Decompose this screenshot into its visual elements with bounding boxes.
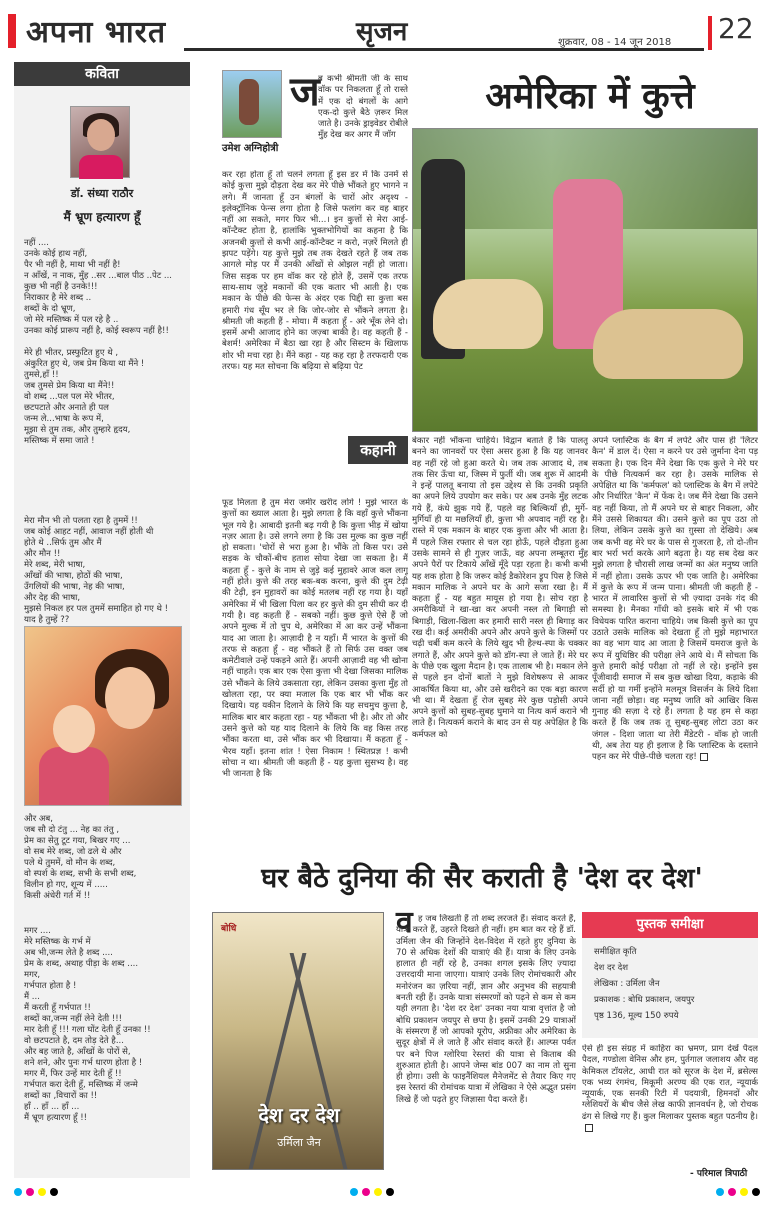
registration-mark — [740, 1188, 748, 1196]
poem-stanza-3: और अब, जब सौ दो टंतु ... नेह का तंतु , प्रेम का सेतु टूट गया, बिखर गए ... वो सब मेरे शब्द, जो ढले थे और पले थे तुममें, वो मौन के शब्द, वो स्पर्श के शब्द, सभी के सभी शब्द, विलीन हो गए, शून्य में ..... किसी अंधेरी गर्त में !! — [24, 814, 137, 901]
paper-name: अपना भारत — [26, 15, 167, 50]
page-number: 22 — [718, 12, 754, 45]
registration-mark — [374, 1188, 382, 1196]
masthead — [8, 8, 760, 56]
masthead-rule — [184, 48, 704, 51]
review-line: समीक्षित कृति — [594, 947, 637, 957]
poetry-column — [14, 62, 190, 1178]
travel-column-1: ह जब लिखती हैं तो शब्द लरजते हैं। संवाद करते हैं, यात्रा करते हैं, उहरते दिखते ही नहीं। हम बात कर रहे हैं डॉ. उर्मिला जैन की जिन्होंने देश-विदेश में रहते हुए दुनिया के 70 से अधिक देशों की यात्राएं की हैं। यात्रा के लिए उनके हालात ही नहीं रहे है, उनका शगल इसके लिए ज़्यादा उत्तरदायी माना जाएगा। यात्राएं उनके लिए रोमांचकारी और मनोरंजन का ज़रिया नहीं, ज्ञान और अनुभव की सहयात्री बनती रही हैं। उनके यात्रा संस्मरणों को पढ़ने से कम से कम यही लगता है। 'देश दर देश' उनका नया यात्रा वृत्तांत है जो बोधि प्रकाशन जयपुर से छपा है। इसमें उनकी 29 यात्राओं के संस्मरण हैं जो आपको यूरोप, अफ्रीका और अमेरिका के सुदूर क्षेत्रों में ले जाते हैं और संवाद करते हैं। आल्प्स पर्वत पर बने पिज ग्लोरिया रेस्तरां की यात्रा से किताब की शुरुआत होती है। आपने जेम्स बांड 007 का नाम तो सुना ही होगा। उसी के फाइनैंशियल मैनेजमेंट से तैयार किए गए इस रेस्तरां की रोमांचक यात्रा में लेखिका ने ऐसे अद्भुत प्रसंग लिखे हैं जो पढ़ते हुए जिज्ञासा पैदा करते हैं। — [396, 914, 576, 1105]
poem-title: मैं भ्रूण हत्यारण हूँ — [63, 210, 141, 224]
dogs-intro-text: ब कभी श्रीमती जी के साथ वॉक पर निकलता हूँ तो रास्ते में एक दो बंगलों के आगे एक-दो कुत्ते बैठे ज़रूर मिल जाते है। उनके ड्राइवेडर रोबीले मुँह देख कर अगर मैं जॉग — [318, 74, 408, 141]
travel-column-2 — [582, 1044, 758, 1174]
dogs-byline: उमेश अग्निहोत्री — [222, 143, 279, 154]
travel-dropcap: व — [396, 905, 413, 940]
dogs-dropcap: ज — [290, 69, 320, 115]
dogs-column-1b: फूड मिलता है तुम मेरा जमीर खरीद लोगे ! मुझे भारत के कुत्तों का ख्याल आता है। मुझे लगता है कि वहाँ कुत्ते भौंकना भूल गये है। आबादी इतनी बढ़ गयी है कि कुत्ता भीड़ में खोया नज़र आता है। उसे लगने लगा है कि उस मुल्क का कुछ नहीं हो सकता। 'चोरों से भरा हुआ है। भौंके तो किस पर। उसे सड़क के चौकों-बीच हताश सोया देखा जा सकता है। मैं कहता हूँ - कुत्ते के नाम से जुड़े कई मुहावरे आज कल लागू नहीं होते। कुत्ते की तरह बक-बक करना, कुत्ते की दुम टेढ़ी की टेढ़ी, इन मुहावरों का कोई मतलब नहीं रह गया है। यहाँ अमेरिका में भी खिला पिला कर हर कुत्ते की दुम सीधी कर दी गयी है। वह कहती हैं - सबको नहीं। कुछ कुत्ते ऐसे हैं जो अपने मुल्क में तो चुप थे, अमेरिका में आ कर उन्हें भौंकना याद आ जाता है। आज़ादी है न यहाँ। मैं भारत के कुत्तों की तरफ से कहता हूँ - वह भौंकते हैं तो सिर्फ उस वक्त जब कमेटीवाले उन्हें पकड़ने आते हैं। अपनी आज़ादी वह भी खोना नहीं चाहते। एक बार एक ऐसा कुत्ता भी देखा जिसका मालिक उसे भौंकने के लिये उकसाता रहा, लेकिन उसका कुत्ता मुँह तो खोलता रहा, पर क्या मजाल कि एक बार भी भौंक कर दिखाये। यह यकीन दिलाने के लिये कि यह सचमुच कुत्ता है, मालिक बार बार कहता रहा - यह भौंकता भी है। और तो और उसने कुत्ते को यह याद दिलाने के लिये कि वह किस तरह भौंका करता था, उसे भौंक कर भी दिखाया। मैं कहता हूँ - भैरव यहाँ। इतना शांत ! ऐसा निकाम ! स्थितप्रज्ञ ! कभी सोचा न था। श्रीमती जी कहती हैं - यह कुत्ता सुसभ्य है। वह भी जानता है कि — [222, 498, 408, 780]
review-line: देश दर देश — [594, 963, 628, 973]
review-info-box — [582, 938, 758, 1038]
section-title: सृजन — [356, 17, 408, 47]
end-mark-icon — [700, 753, 708, 761]
dogs-column-1: कर रहा होता हूँ तो चलने लगता हूँ इस डर में कि उनमें से कोई कुत्ता मुझे दौड़ता देख कर मेरे पीछे भौंकते हुए भागने न लगे। मैं जानता हूँ उन बंगलों के चारों ओर अदृश्य - इलेक्ट्रॉनिक फेन्स लगा होता है जिसे फलांग कर वह बाहर नहीं आ सकते, मगर फिर भी...। इन कुत्तों से मेरा आई-कॉन्टैक्ट होता है, हालांकि भुक्तभोगियों का कहना है कि अजनबी कुत्तों से कभी आई-कॉन्टैक्ट न करो, नज़रें मिलते ही झपट पड़ेंगे। यह कुत्ते मुझे तब तक देखते रहते हैं जब तक आगले मोड़ पर मैं उनकी आँखों से ओझल नहीं हो जाता। जिस सड़क पर हम वॉक कर रहे होते हैं, उसमें एक तरफ साथ-साथ जुड़े मकानों की एक कतार भी आती है। एक मकान के पीछे की फेन्स के अंदर एक पिद्दी सा कुत्ता बस हमारी गंध सूँघ भर ले कि जोर-जोर से भौंकने लगता है। श्रीमती जी कहती हैं - मोया। मैं कहता हूँ - अरे भूँक लेने दो। इसमें अभी आजाद होने का जज़्बा बाकी है। वह कहती हैं - बेशर्म! अमेरिका में बैठा खा रहा है और सिस्टम के खिलाफ शोर भी मचा रहा है। मैंने कहा - यह कह रहा है तरफदारी एक तरफ। यह मत सोचना कि बढ़िया से बढ़िया पेट — [222, 170, 408, 373]
dogs-author-photo — [222, 70, 282, 138]
registration-mark — [386, 1188, 394, 1196]
travel-headline: घर बैठे दुनिया की सैर कराती है 'देश दर देश' — [261, 863, 703, 894]
review-section-label: पुस्तक समीक्षा — [582, 912, 758, 938]
registration-mark — [716, 1188, 724, 1196]
registration-mark — [50, 1188, 58, 1196]
issue-date: शुक्रवार, 08 - 14 जून 2018 — [558, 37, 672, 48]
dogs-headline: अमेरिका में कुत्ते — [485, 75, 695, 117]
masthead-accent-bar — [8, 14, 16, 48]
dogs-column-3 — [592, 436, 758, 842]
poem-stanza-2: मेरा मौन भी तो पलता रहा है तुममें !! जब कोई आहट नहीं, आवाज नहीं होती थी होते थे ..सिर्फ तुम और मैं और मौन !! मेरे शब्द, मेरी भाषा, आँखों की भाषा, होठों की भाषा, उँगलियों की भाषा, नेह की भाषा, और देह की भाषा, मुझसे निकल हर पल तुममें समाहित हो गए थे ! याद है तुम्हें ?? — [24, 516, 169, 625]
travel-byline: - परिमाल त्रिपाठी — [690, 1169, 748, 1179]
dogs-column-3-text: अपने प्लास्टिक के बैग में लपेटे और पास ही 'लिटर कैन' में डाल दें। ऐसा न करने पर उसे जुर्माना देना पड़ सकता है। एक दिन मैंने देखा कि एक कुत्ते ने मेरे घर के पीछे नित्यकर्म कर रहा है। उसके मालिक से अपेक्षित था कि 'कर्मफल' को प्लास्टिक के बैग में लपेटे और निर्धारित 'कैन' में फेंक दे। जब मैंने देखा कि उसने वह नहीं किया, तो मैं अपने घर से बाहर निकला, और मैंने उससे शिकायत की। उसने कुत्ते का पूप उठा तो लिया, लेकिन उसके कुत्ते का ग़ुस्सा तो देखिये। अब जब कभी वह मेरे घर के पास से गुजरता है, तो दो-तीन बार भर्रा भर्रा करके आगे बढ़ता है। यह सब देख कर मुझे लगता है चौरासी लाख जन्मों का अंत मनुष्य जाति में नहीं होता। उसके ऊपर भी एक जाति है। अमेरिका में कुत्ते के रूप में जन्म पाना। श्रीमती जी कहती हैं - भारत में लावारिस कुत्तों से भी ज़्यादा उनके गंद की समस्या है। मैनका गाँधी को इसके बारे में भी एक विधेयक पारित कराना चाहिये। जब किसी कुत्ते का पूप उठाते उसके मालिक को देखता हूँ तो मुझे महाभारत का वह भाग याद आ जाता है जिसमें यमराज कुत्ते के रूप में युधिष्ठिर की परीक्षा लेने आये थे। मैं सोचता कि कुत्ते हमारी कोई परीक्षा तो नहीं ले रहे। इन्होंने इस पूँजीवादी समाज में सब कुछ खोखा दिया, कड़ाके की सर्दी हो या गर्मी इन्होंने मलमूत्र विसर्जन के लिये दिशा जाना नहीं छोड़ा। वह मनुष्य जाति को आखिर किस गुनाह की सज़ा दे रहे हैं। लगता है यह हम से कहा करते हैं कि जब तक तू सुबह-सुबह लोटा उठा कर जंगल - दिशा जाता था तेरी मैंडेटरी - वॉक हो जाती थी, अब तेरा यह ही इलाज है कि प्लास्टिक के दस्ताने पहन कर मेरे पीछे-पीछे चलता रह! — [592, 436, 758, 763]
book-publisher-logo: बोधि — [221, 924, 237, 934]
end-mark-icon — [585, 1124, 593, 1132]
book-cover-title: देश दर देश — [258, 1103, 340, 1127]
registration-mark — [350, 1188, 358, 1196]
review-line: प्रकाशक : बोधि प्रकाशन, जयपुर — [594, 995, 695, 1005]
registration-mark — [728, 1188, 736, 1196]
poem-stanza-4: मगर .... मेरे मस्तिष्क के गर्भ में अब भी,जन्म लेते है शब्द .... प्रेम के शब्द, अथाह पीड़ा के शब्द .... मगर, गर्भपात होता है ! मैं ... मैं करती हूँ गर्भपात !! शब्दों का,जन्म नहीं लेने देती !!! मार देती हूँ !!! गला घोंट देती हूँ उनका !! वो छटपटाते है, दम तोड़ देते है... और बह जाते है, आँखों के पोरों से, शने शने, और पुनः गर्भ धारण होता है ! मगर मैं, फिर उन्हें मार देती हूँ !! गर्भपात करा देती हूँ, मस्तिष्क में जन्मे शब्दों का ,विचारों का !! हाँ .. हाँ ... हाँ ... मैं भ्रूण हत्यारण हूँ !! — [24, 926, 151, 1123]
registration-mark — [38, 1188, 46, 1196]
review-line: लेखिका : उर्मिला जैन — [594, 979, 660, 989]
poetry-section-label: कविता — [14, 62, 190, 86]
review-line: पृष्ठ 136, मूल्य 150 रुपये — [594, 1011, 679, 1021]
registration-mark — [26, 1188, 34, 1196]
story-section-label: कहानी — [348, 436, 408, 464]
poem-author: डॉ. संध्या राठौर — [70, 187, 134, 200]
book-cover — [212, 912, 384, 1170]
page-divider — [708, 16, 712, 50]
author-photo — [70, 106, 130, 178]
dogs-photo — [412, 128, 758, 432]
registration-mark — [752, 1188, 760, 1196]
book-cover-author: उर्मिला जैन — [277, 1136, 321, 1149]
travel-column-2-text: ऐसे ही इस संग्रह में काहिरा का भ्रमण, प्राग देखें पैदल पैदल, गण्डोला वेनिस और हम, पुर्तगाल जलाशय और वह केमिकल टॉयलेट, आधी रात को सूरज के देश में, ब्रसेल्स एक भव्य रंगमंच, मिकूमी अरण्य की एक रात, न्यूयार्क न्यूयार्क, एक सनकी रिटी में पदयात्री, हिमनदों और ग्लेशियरों के बीच जैसे लेख काफी ज्ञानवर्धन है, जो रोचक ढंग से लिखे गए हैं। कुल मिलाकर पुस्तक बहुत पठनीय है। — [582, 1044, 758, 1122]
registration-mark — [14, 1188, 22, 1196]
mother-child-illustration — [24, 626, 182, 806]
poem-stanza-1: नहीं .... उनके कोई हाथ नहीं, पैर भी नहीं है, माथा भी नहीं है! न आँखें, न नाक, मुँह ..सर ...बाल पीठ ..पेट ... कुछ भी नहीं है उनके!!! निराकार है मेरे शब्द .. शब्दों के दो भ्रूण, जो मेरे मस्तिष्क में पल रहे है .. उनका कोई प्रारूप नहीं है, कोई स्वरूप नहीं है!! मेरे ही भीतर, प्रस्फुटित हुए थे , अंकुरित हुए थे, जब प्रेम किया था मैंने ! तुमसे,हाँ !! जब तुमसे प्रेम किया था मैंने!! वो शब्द ...पल पल मेरे भीतर, छटपटाते और अनाते ही पल जन्म ले...भाषा के रूप में, मूझा से तुम तक, और तुम्हारे हृदय, मस्तिष्क में समा जाते ! — [24, 238, 172, 446]
dogs-column-2: बेकार नहीं भौंकना चाहिये। विद्वान बताते हैं कि पालतू बनने का जानवरों पर ऐसा असर हुआ है कि यह जानवर वह नहीं रहे जो हुआ करते थे। जब तक आजाद थे, तब तक सिर ऊँचा था, जिस्म में फुर्ती थी। जब शुरू में आदमी ने इन्हें पालतू बनाया तो इस उद्देश्य से कि उनकी प्रकृति का अपने लिये उपयोग कर सके। पर अब उनके मुँह लटक गये हैं, कंधे झुक गये हैं, पहले वह बिल्कियाँ ही, मुर्गे-मुर्गियाँ ही या मछलियाँ ही, कुत्ता भी अपवाद नहीं रह है। रास्ते में एक मकान के बाहर एक कुत्ता और भी आता है। मैं पहले जिस रफ्तार से चल रहा होऊँ, पहले दौड़ता हुआ उसके सामने से ही गुज़र जाऊँ, वह अपना लम्बूतरा मुँह अपने पैरों पर टिकाये आँखें मूँदे पड़ा रहता है। कभी कभी यह शक होता है कि जरूर कोई डैकोरेशन ड्रूप पिस है जिसे मकान मालिक ने अपने घर के आगे सजा रखा है। मैं कहता हूँ - यह बहुत मायूस हो गया है। सोच रहा है अमरीकियों ने खा-खा कर अपनी नस्ल तो बिगाड़ी सो बिगाड़ी, खिला-खिला कर हमारी सारी नस्ल ही बिगाड़ कर रख दी। कई अमरीकी अपने और अपने कुत्ते के जिस्मों पर चढ़ी चर्बी कम करने के लिये खुद भी हैल्थ-स्पा के चक्कर लगाते हैं, और अपने कुत्ते को डॉग-स्पा ले जाते हैं। मेरे घर के पीछे एक खुला मैदान है। एक तालाब भी है। मकान लेने से पहले इन दोनों बातों ने मुझे विशेषरूप से आकर आकर्षित किया था, और उसे खरीदने का एक बड़ा कारण भी था। मैं देखता हूँ रोज सुबह मेरे कुछ पड़ोसी अपने अपने कुत्तों को सुबह-सुबह घुमाने या नित्य कर्म कराने भी लाते हैं। नित्यकर्म कराने के बाद उन से यह अपेक्षित है कि कर्मफल को — [412, 436, 588, 740]
registration-mark — [362, 1188, 370, 1196]
